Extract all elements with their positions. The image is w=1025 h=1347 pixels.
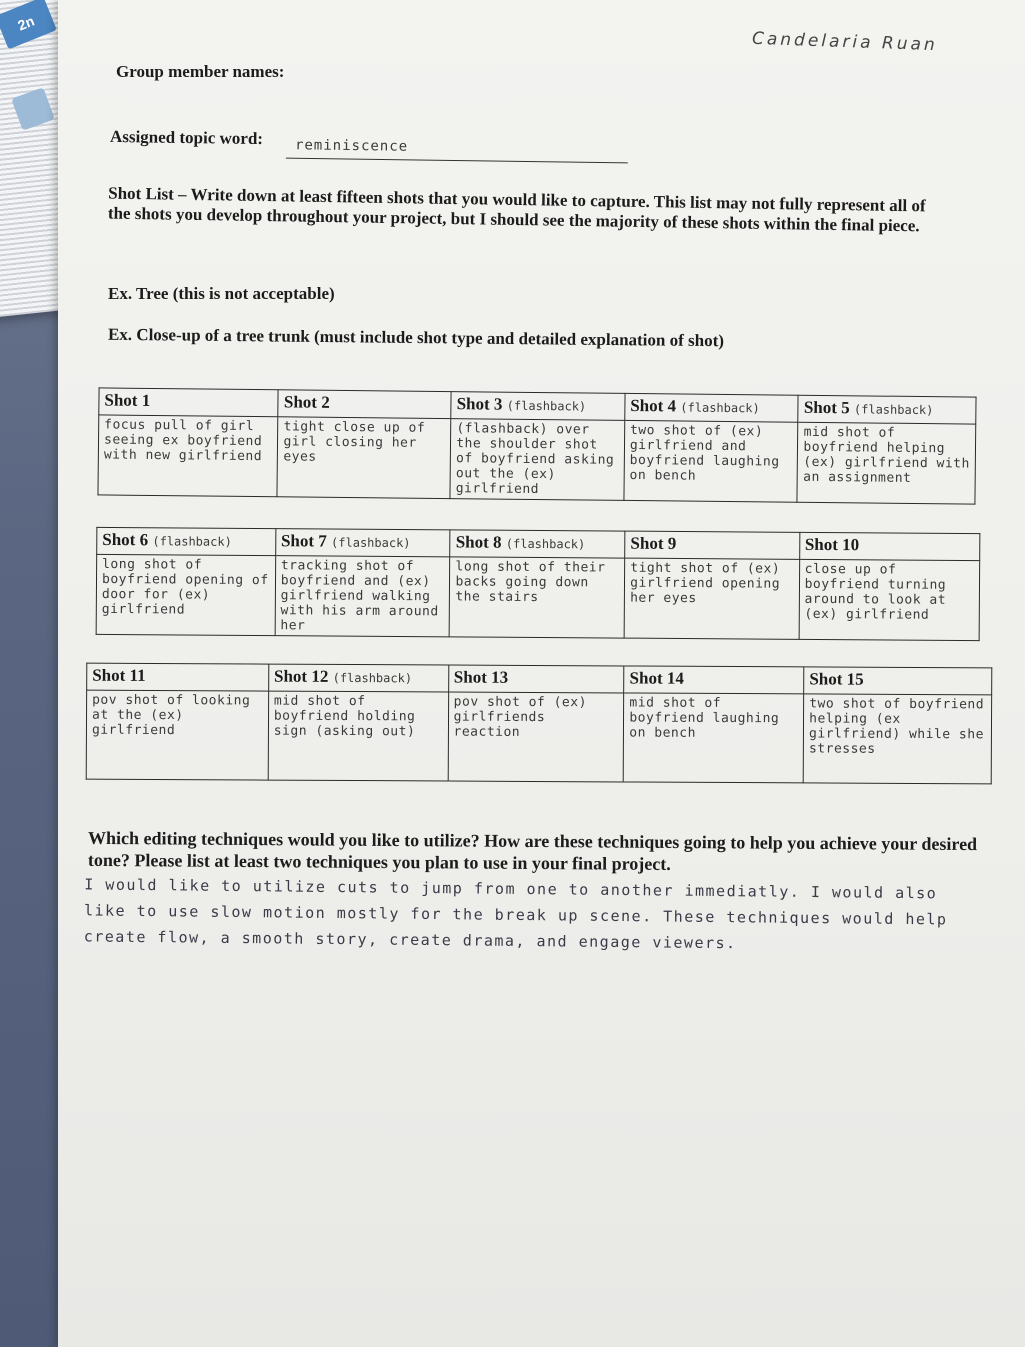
shot-5-title: Shot 5 (803, 397, 850, 418)
shot-3-header (451, 392, 625, 421)
assigned-topic-label: Assigned topic word: (109, 126, 264, 149)
shot-11-description: pov shot of looking at the (ex) girlfriend (86, 690, 268, 780)
shot-2-header (278, 390, 451, 419)
shot-3-note: (flashback) (506, 398, 587, 414)
shot-14-header (624, 666, 804, 694)
shot-1-description: focus pull of girl seeing ex boyfriend with new girlfriend (98, 415, 278, 497)
shot-13-title: Shot 13 (453, 667, 509, 687)
shot-table-1 (97, 387, 976, 504)
shot-1-title: Shot 1 (104, 390, 151, 410)
shot-13-header (448, 665, 624, 693)
shot-3-description: (flashback) over the shoulder shot of boyfriend asking out the (ex) girlfriend (450, 419, 624, 501)
shot-6-description: long shot of boyfriend opening of door for (ex) girlfriend (96, 554, 275, 635)
shot-10-title: Shot 10 (804, 534, 860, 555)
shot-10-header (799, 532, 980, 560)
shot-12-title: Shot 12 (273, 666, 329, 686)
shot-2-title: Shot 2 (283, 392, 330, 412)
shot-6-title: Shot 6 (102, 529, 149, 550)
shot-9-description: tight shot of (ex) girlfriend opening her eyes (624, 558, 799, 639)
shot-15-header (804, 667, 992, 695)
shot-6-header (97, 527, 276, 555)
group-members-label: Group member names: (116, 62, 285, 81)
example-close-up: Ex. Close-up of a tree trunk (must include shot type and detailed explanation of shot) (107, 324, 725, 351)
shot-15-description: two shot of boyfriend helping (ex girlfriend) while she stresses (803, 694, 991, 784)
shot-6-note: (flashback) (152, 534, 232, 549)
shot-14-description: mid shot of boyfriend laughing on bench (624, 693, 804, 783)
shot-4-note: (flashback) (680, 400, 760, 416)
editing-answer: I would like to utilize cuts to jump from one to another immediatly. I would also like to use slow motion mostly for the break up scene. These techniques would help create flow, a smooth story, create drama, and engage viewers. (83, 875, 948, 953)
shot-7-title: Shot 7 (280, 531, 327, 551)
example-tree: Ex. Tree (this is not acceptable) (108, 284, 335, 303)
shot-5-description: mid shot of boyfriend helping (ex) girlfriend with an assignment (797, 422, 975, 504)
shot-10-description: close up of boyfriend turning around to look at (ex) girlfriend (799, 559, 980, 640)
shot-7-description: tracking shot of boyfriend and (ex) girlfriend walking with his arm around her (275, 556, 450, 637)
shot-8-title: Shot 8 (455, 532, 502, 552)
shot-8-header (450, 530, 625, 558)
shot-table-2 (96, 527, 981, 641)
shot-8-note: (flashback) (505, 536, 586, 552)
shot-5-note: (flashback) (853, 402, 934, 418)
editing-question: Which editing techniques would you like to utilize? How are these techniques going to help you achieve your desired tone? Please list at least two techniques you plan to use in your final project. (87, 827, 978, 874)
shot-8-description: long shot of their backs going down the stairs (450, 557, 625, 638)
shot-11-title: Shot 11 (92, 665, 146, 685)
shot-4-description: two shot of (ex) girlfriend and boyfriend laughing on bench (624, 420, 798, 502)
shot-12-description: mid shot of boyfriend holding sign (asking out) (268, 691, 448, 781)
shot-2-description: tight close up of girl closing her eyes (277, 417, 451, 499)
shot-4-title: Shot 4 (630, 395, 677, 416)
shot-1-header (99, 388, 279, 417)
shot-9-title: Shot 9 (630, 533, 677, 553)
shot-3-title: Shot 3 (456, 394, 503, 414)
topic-value: reminiscence (294, 137, 409, 155)
shot-4-header (625, 393, 799, 422)
shot-7-header (275, 529, 450, 557)
shot-table-3 (86, 663, 993, 785)
shot-15-title: Shot 15 (809, 669, 864, 689)
shot-5-header (798, 395, 976, 424)
shot-12-note: (flashback) (332, 670, 413, 686)
shot-11-header (87, 663, 269, 691)
shot-7-note: (flashback) (331, 535, 411, 551)
shot-9-header (625, 531, 800, 559)
shot-12-header (268, 664, 448, 692)
shot-list-instructions: Shot List – Write down at least fifteen shots that you would like to capture. This list may not fully represent all of the shots you develop throughout your project, but I should see the majority of these shots within the final piece. (107, 183, 926, 236)
student-signature: Candelaria Ruan (751, 28, 939, 56)
shot-13-description: pov shot of (ex) girlfriends reaction (448, 692, 624, 782)
shot-14-title: Shot 14 (629, 668, 684, 688)
folder-tab-icon: 2n (0, 0, 57, 49)
